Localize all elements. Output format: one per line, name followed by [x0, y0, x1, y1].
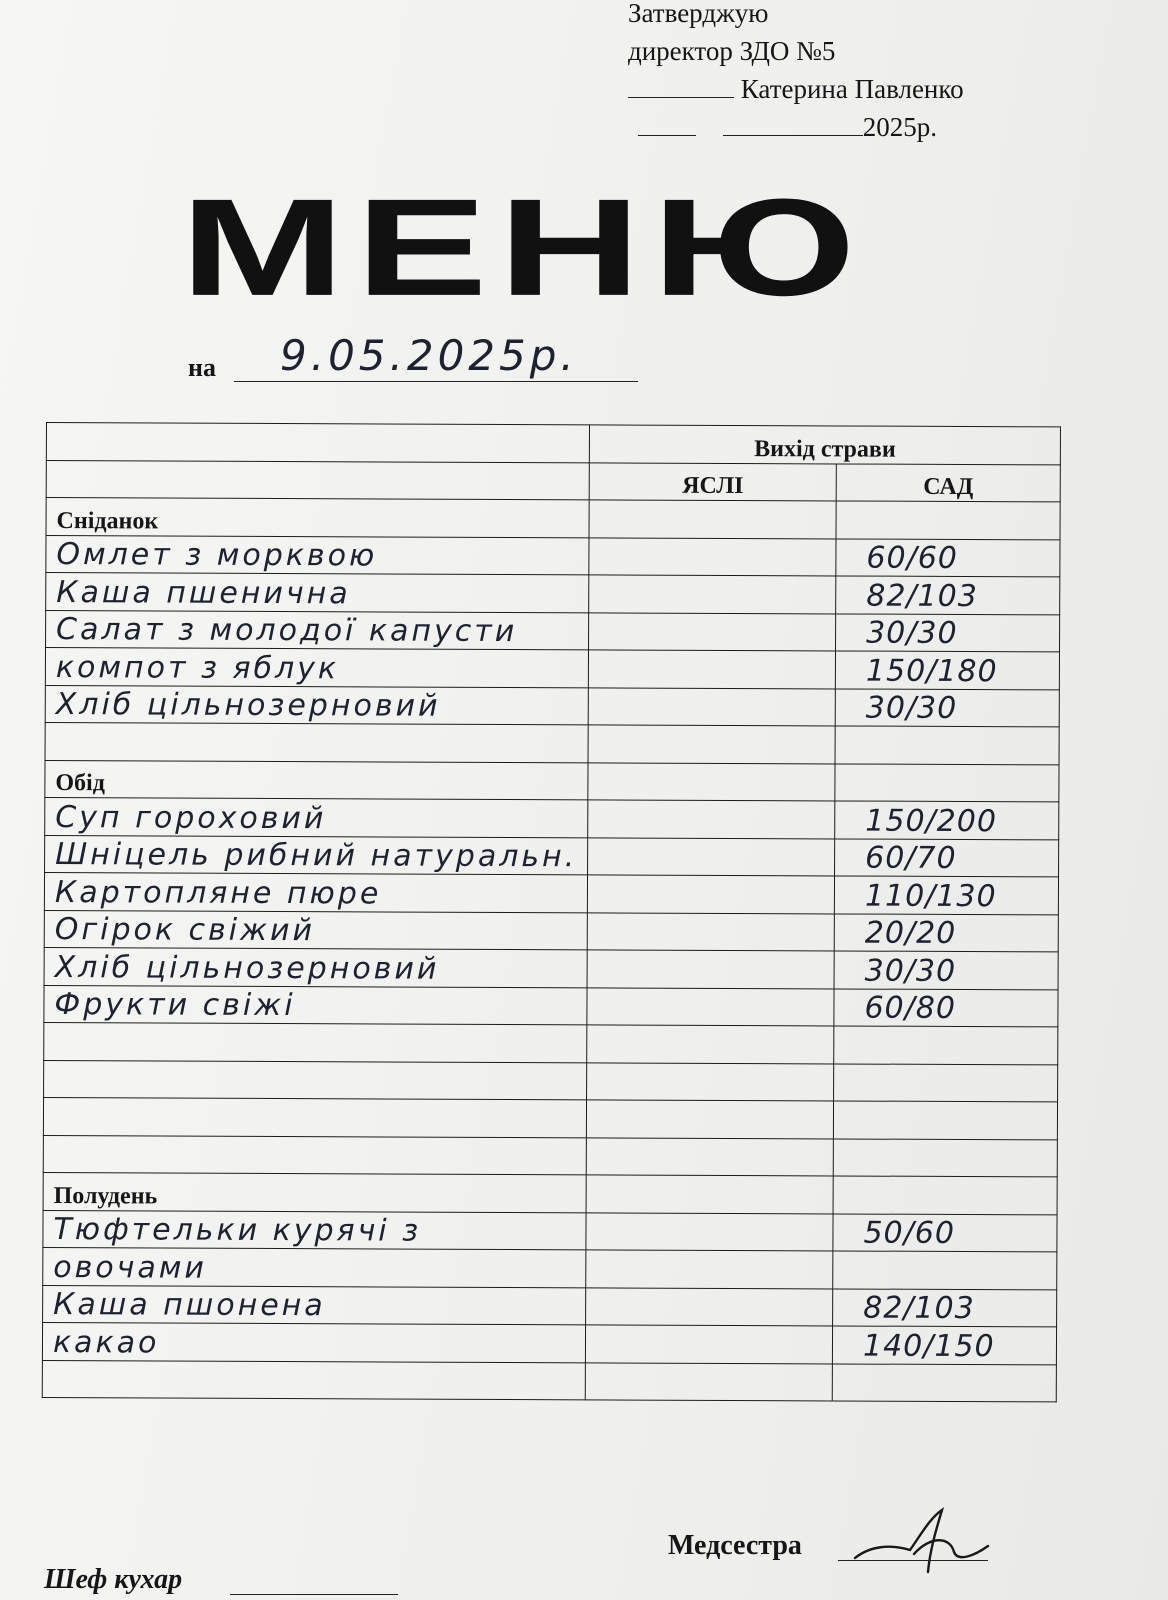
portion-cell	[833, 1251, 1057, 1289]
dish-cell	[43, 1247, 586, 1287]
dish-cell	[45, 835, 588, 875]
director-name: Катерина Павленко	[740, 74, 964, 104]
dish-cell	[46, 573, 589, 613]
table-row	[45, 685, 1059, 727]
nursery-cell	[588, 687, 835, 726]
nursery-cell	[588, 725, 835, 764]
table-row	[42, 1360, 1056, 1402]
nursery-cell	[585, 1362, 832, 1401]
table-row	[46, 573, 1060, 615]
table-row	[43, 1247, 1057, 1289]
section-title	[43, 1172, 586, 1212]
dish-cell-text: Шніцель рибний натуральн.	[55, 837, 578, 875]
section-title-text: Полудень	[53, 1182, 158, 1209]
kindergarten-cell	[835, 763, 1059, 801]
nursery-cell	[587, 1025, 834, 1064]
dish-cell	[44, 910, 587, 950]
approval-block	[628, 0, 964, 146]
dish-cell	[43, 1210, 586, 1250]
section-row	[43, 1172, 1057, 1214]
nursery-cell	[589, 500, 836, 539]
table-row	[44, 1022, 1058, 1064]
table-row	[46, 610, 1060, 652]
portion-cell-text: 30/30	[864, 953, 957, 989]
date-underline	[234, 381, 638, 382]
portion-cell	[836, 613, 1060, 651]
month-blank	[723, 113, 863, 136]
approval-title: Затверджую	[628, 0, 769, 28]
table-row	[44, 910, 1058, 952]
portion-cell-text: 30/30	[865, 690, 958, 726]
dish-cell-text: Суп гороховий	[55, 799, 327, 836]
dish-cell	[43, 1135, 586, 1175]
table-row	[44, 947, 1058, 989]
dish-cell	[46, 610, 589, 650]
dish-cell	[45, 648, 588, 688]
nursery-cell	[586, 1325, 833, 1364]
dish-cell	[42, 1360, 585, 1400]
table-row	[45, 835, 1059, 877]
nursery-cell	[587, 1100, 834, 1139]
nursery-cell	[589, 537, 836, 576]
dish-cell	[44, 1022, 587, 1062]
portion-cell	[836, 538, 1060, 576]
dish-cell-text: Каша пшонена	[53, 1287, 326, 1324]
nursery-cell	[586, 1212, 833, 1251]
menu-table	[42, 422, 1061, 1402]
portion-cell	[834, 988, 1058, 1026]
dish-cell	[44, 1060, 587, 1100]
dish-cell-text: овочами	[53, 1249, 208, 1286]
table-row	[43, 1210, 1057, 1252]
portion-cell	[834, 1063, 1058, 1101]
portion-cell	[834, 876, 1058, 914]
portion-cell	[835, 838, 1059, 876]
portion-cell	[833, 1101, 1057, 1139]
dish-cell	[43, 1097, 586, 1137]
dish-cell-text: Тюфтельки курячі з	[53, 1212, 422, 1249]
nursery-cell	[588, 875, 835, 914]
dish-cell	[44, 985, 587, 1025]
nursery-column-header: ЯСЛІ	[589, 462, 836, 501]
section-title-text: Обід	[55, 770, 105, 797]
dish-cell-text: какао	[52, 1324, 160, 1361]
dish-cell-text: компот з яблук	[55, 649, 340, 686]
nursery-cell	[587, 912, 834, 951]
nursery-cell	[586, 1137, 833, 1176]
nursery-cell	[586, 1287, 833, 1326]
portion-cell-text: 82/103	[866, 578, 978, 614]
nursery-cell	[586, 1250, 833, 1289]
table-row	[43, 1097, 1057, 1139]
director-position: директор ЗДО №5	[628, 36, 836, 66]
section-title-text: Сніданок	[56, 507, 159, 534]
section-row	[45, 760, 1059, 802]
table-row	[46, 535, 1060, 577]
dish-cell-text: Салат з молодої капусти	[56, 612, 518, 650]
nursery-cell	[588, 800, 835, 839]
menu-date	[188, 331, 648, 395]
chef-signature-line	[230, 1594, 398, 1595]
portion-cell	[836, 576, 1060, 614]
portion-cell	[835, 688, 1059, 726]
dish-cell	[44, 872, 587, 912]
signature-blank	[628, 75, 734, 98]
portion-cell	[834, 951, 1058, 989]
approval-date-line	[628, 108, 964, 146]
nursery-cell	[589, 612, 836, 651]
table-row	[44, 1060, 1058, 1102]
portion-cell-text: 140/150	[862, 1328, 995, 1364]
portion-cell	[832, 1363, 1056, 1401]
page-title: МЕНЮ	[180, 169, 867, 325]
table-row	[43, 1135, 1057, 1177]
header-row-columns	[46, 460, 1060, 502]
date-value: 9.05.2025р.	[280, 331, 578, 380]
portion-cell-text: 150/180	[865, 653, 998, 689]
portion-cell	[834, 1026, 1058, 1064]
table-row	[45, 648, 1059, 690]
table-row	[44, 985, 1058, 1027]
portion-cell-text: 20/20	[864, 915, 957, 951]
table-row	[45, 797, 1059, 839]
portion-cell-text: 60/70	[865, 840, 957, 876]
header-empty-cell	[46, 460, 589, 500]
table-row	[44, 872, 1058, 914]
dish-cell-text: Фрукти свіжі	[54, 987, 296, 1024]
nursery-cell	[588, 837, 835, 876]
kindergarten-cell	[836, 501, 1060, 539]
dish-cell-text: Огірок свіжий	[54, 912, 316, 949]
kindergarten-column-header: САД	[836, 463, 1060, 501]
day-blank	[638, 113, 696, 136]
header-row-group	[46, 423, 1060, 465]
dish-cell	[45, 797, 588, 837]
section-title	[46, 498, 589, 538]
dish-cell-text: Хліб цільнозерновий	[54, 949, 440, 987]
dish-cell	[45, 722, 588, 762]
portion-cell-text: 150/200	[865, 803, 998, 839]
portion-cell	[833, 1138, 1057, 1176]
dish-cell-text: Хліб цільнозерновий	[55, 687, 441, 724]
nursery-cell	[589, 650, 836, 689]
menu-table-body	[42, 423, 1060, 1402]
nursery-cell	[588, 762, 835, 801]
nursery-cell	[589, 575, 836, 614]
portion-cell	[835, 801, 1059, 839]
nursery-cell	[587, 950, 834, 989]
portion-cell-text: 30/30	[866, 615, 958, 651]
dish-cell-text: Омлет з морквою	[56, 537, 378, 574]
portion-cell	[833, 1288, 1057, 1326]
dish-cell-text: Каша пшенична	[56, 574, 351, 611]
section-row	[46, 498, 1060, 540]
nursery-cell	[587, 1062, 834, 1101]
portion-cell-text: 110/130	[864, 878, 997, 914]
portion-cell-text: 60/80	[864, 990, 957, 1026]
nurse-signature-icon	[850, 1506, 990, 1576]
dish-cell-text: Картопляне пюре	[54, 874, 382, 911]
nurse-label: Медсестра	[668, 1530, 802, 1561]
chef-label: Шеф кухар	[44, 1564, 183, 1595]
nursery-cell	[586, 1175, 833, 1214]
portion-cell	[835, 726, 1059, 764]
header-empty-cell	[46, 423, 589, 463]
table-row	[45, 722, 1059, 764]
portion-cell-text: 50/60	[863, 1215, 956, 1251]
date-prefix: на	[188, 353, 216, 382]
dish-cell	[46, 535, 589, 575]
portion-cell	[832, 1326, 1056, 1364]
portion-cell	[835, 651, 1059, 689]
section-title	[45, 760, 588, 800]
table-row	[42, 1322, 1056, 1364]
nursery-cell	[587, 987, 834, 1026]
signatures-footer	[0, 1530, 1168, 1600]
portion-cell-text: 82/103	[863, 1290, 975, 1327]
portion-cell	[834, 913, 1058, 951]
approval-year: 2025р.	[862, 112, 937, 142]
dish-cell	[42, 1322, 585, 1362]
director-signature-line	[628, 70, 964, 108]
portion-header: Вихід страви	[589, 425, 1060, 465]
dish-cell	[45, 685, 588, 725]
portion-cell	[833, 1213, 1057, 1251]
dish-cell	[44, 947, 587, 987]
dish-cell	[43, 1285, 586, 1325]
kindergarten-cell	[833, 1176, 1057, 1214]
table-row	[43, 1285, 1057, 1327]
portion-cell-text: 60/60	[866, 540, 959, 576]
